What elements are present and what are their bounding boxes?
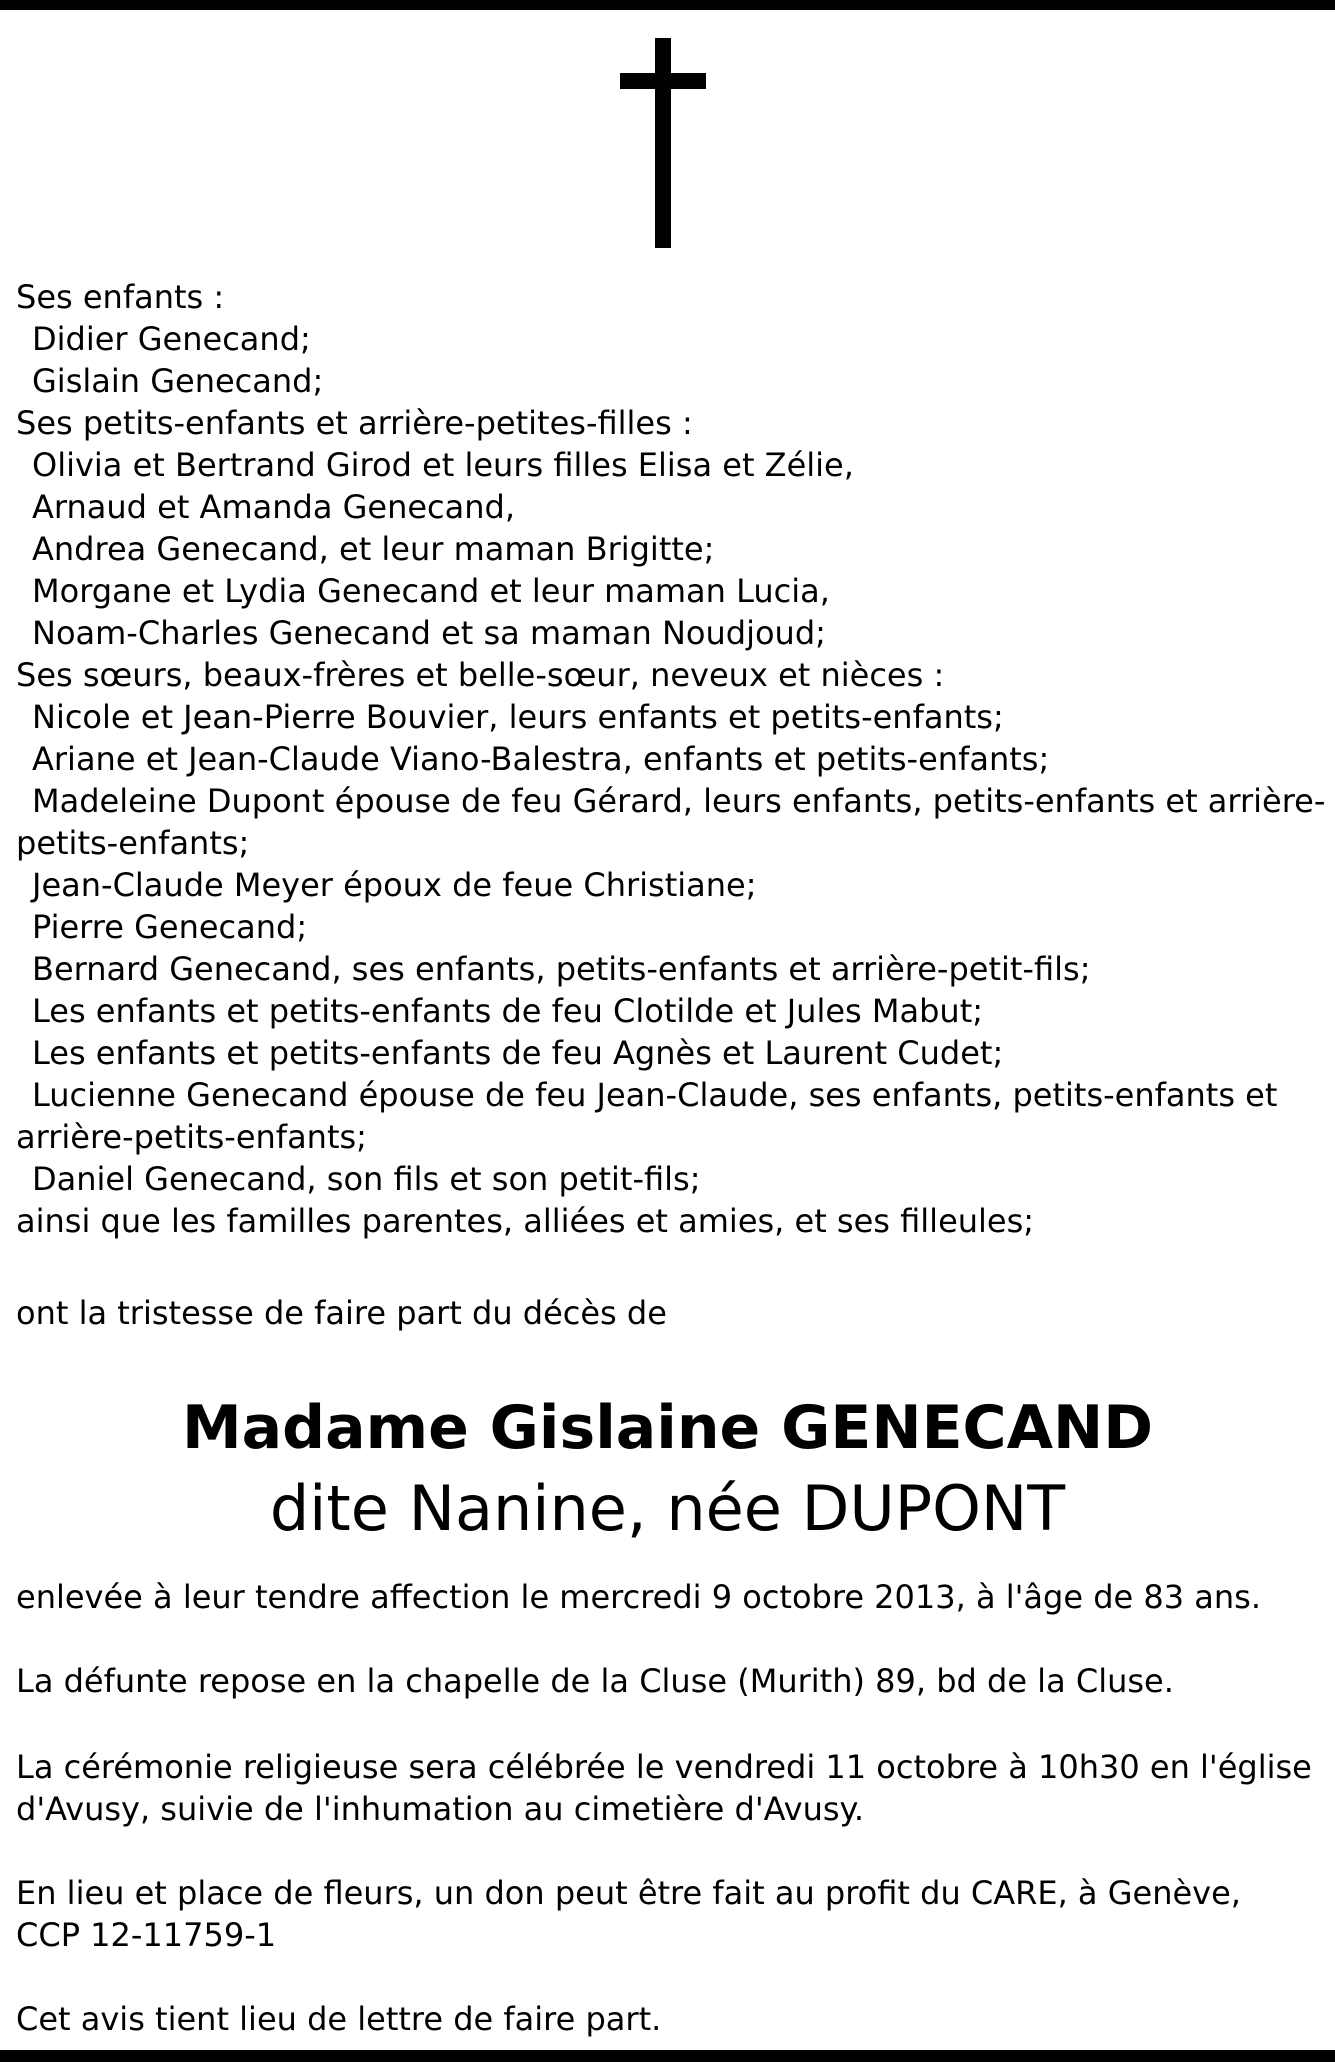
family-line: Morgane et Lydia Genecand et leur maman Lucia, — [32, 572, 830, 610]
cross-horizontal-bar — [620, 73, 706, 89]
donation-line: En lieu et place de fleurs, un don peut être fait au profit du CARE, à Genève, — [16, 1874, 1241, 1912]
announcement-line: ont la tristesse de faire part du décès de — [16, 1294, 667, 1332]
cross-vertical-bar — [655, 38, 671, 248]
family-line: Ariane et Jean-Claude Viano-Balestra, enfants et petits-enfants; — [32, 740, 1050, 778]
family-line: petits-enfants; — [16, 824, 250, 862]
rest-text — [16, 1660, 1316, 1702]
family-line: ainsi que les familles parentes, alliées et amies, et ses filleules; — [16, 1202, 1035, 1240]
family-line: Ses sœurs, beaux-frères et belle-sœur, neveux et nièces : — [16, 656, 945, 694]
family-line: Jean-Claude Meyer époux de feue Christiane; — [32, 866, 757, 904]
ceremony-text — [16, 1746, 1316, 1830]
closing-line: Cet avis tient lieu de lettre de faire part. — [16, 2000, 662, 2038]
family-line: Ses enfants : — [16, 278, 225, 316]
bottom-border-rule — [0, 2050, 1335, 2062]
donation-line: CCP 12-11759-1 — [16, 1916, 277, 1954]
family-line: Andrea Genecand, et leur maman Brigitte; — [32, 530, 715, 568]
family-line: Nicole et Jean-Pierre Bouvier, leurs enfants et petits-enfants; — [32, 698, 1004, 736]
top-border-rule — [0, 0, 1335, 10]
deceased-name: Madame Gislaine GENECAND — [181, 1393, 1154, 1463]
family-line: Didier Genecand; — [32, 320, 311, 358]
family-line: Noam-Charles Genecand et sa maman Noudjoud; — [32, 614, 826, 652]
family-line: Bernard Genecand, ses enfants, petits-enfants et arrière-petit-fils; — [32, 950, 1091, 988]
family-line: Madeleine Dupont épouse de feu Gérard, leurs enfants, petits-enfants et arrière- — [32, 782, 1326, 820]
family-line: Olivia et Bertrand Girod et leurs filles Elisa et Zélie, — [32, 446, 854, 484]
family-line: Arnaud et Amanda Genecand, — [32, 488, 516, 526]
family-line: Daniel Genecand, son fils et son petit-fils; — [32, 1160, 701, 1198]
family-line: arrière-petits-enfants; — [16, 1118, 367, 1156]
family-line: Pierre Genecand; — [32, 908, 308, 946]
passing-text — [16, 1576, 1316, 1618]
deceased-subtitle: dite Nanine, née DUPONT — [269, 1472, 1066, 1545]
closing-text — [16, 1998, 1316, 2040]
passing-line: enlevée à leur tendre affection le mercredi 9 octobre 2013, à l'âge de 83 ans. — [16, 1578, 1261, 1616]
family-list — [16, 276, 1326, 1242]
family-line: Lucienne Genecand épouse de feu Jean-Claude, ses enfants, petits-enfants et — [32, 1076, 1278, 1114]
ceremony-line: La cérémonie religieuse sera célébrée le vendredi 11 octobre à 10h30 en l'église — [16, 1748, 1312, 1786]
family-line: Gislain Genecand; — [32, 362, 324, 400]
donation-text — [16, 1872, 1316, 1956]
family-line: Les enfants et petits-enfants de feu Agnès et Laurent Cudet; — [32, 1034, 1004, 1072]
family-line: Les enfants et petits-enfants de feu Clotilde et Jules Mabut; — [32, 992, 984, 1030]
rest-line: La défunte repose en la chapelle de la Cluse (Murith) 89, bd de la Cluse. — [16, 1662, 1174, 1700]
cross-icon — [620, 38, 706, 248]
ceremony-line: d'Avusy, suivie de l'inhumation au cimetière d'Avusy. — [16, 1790, 865, 1828]
announcement-text — [16, 1292, 1316, 1334]
family-line: Ses petits-enfants et arrière-petites-filles : — [16, 404, 693, 442]
